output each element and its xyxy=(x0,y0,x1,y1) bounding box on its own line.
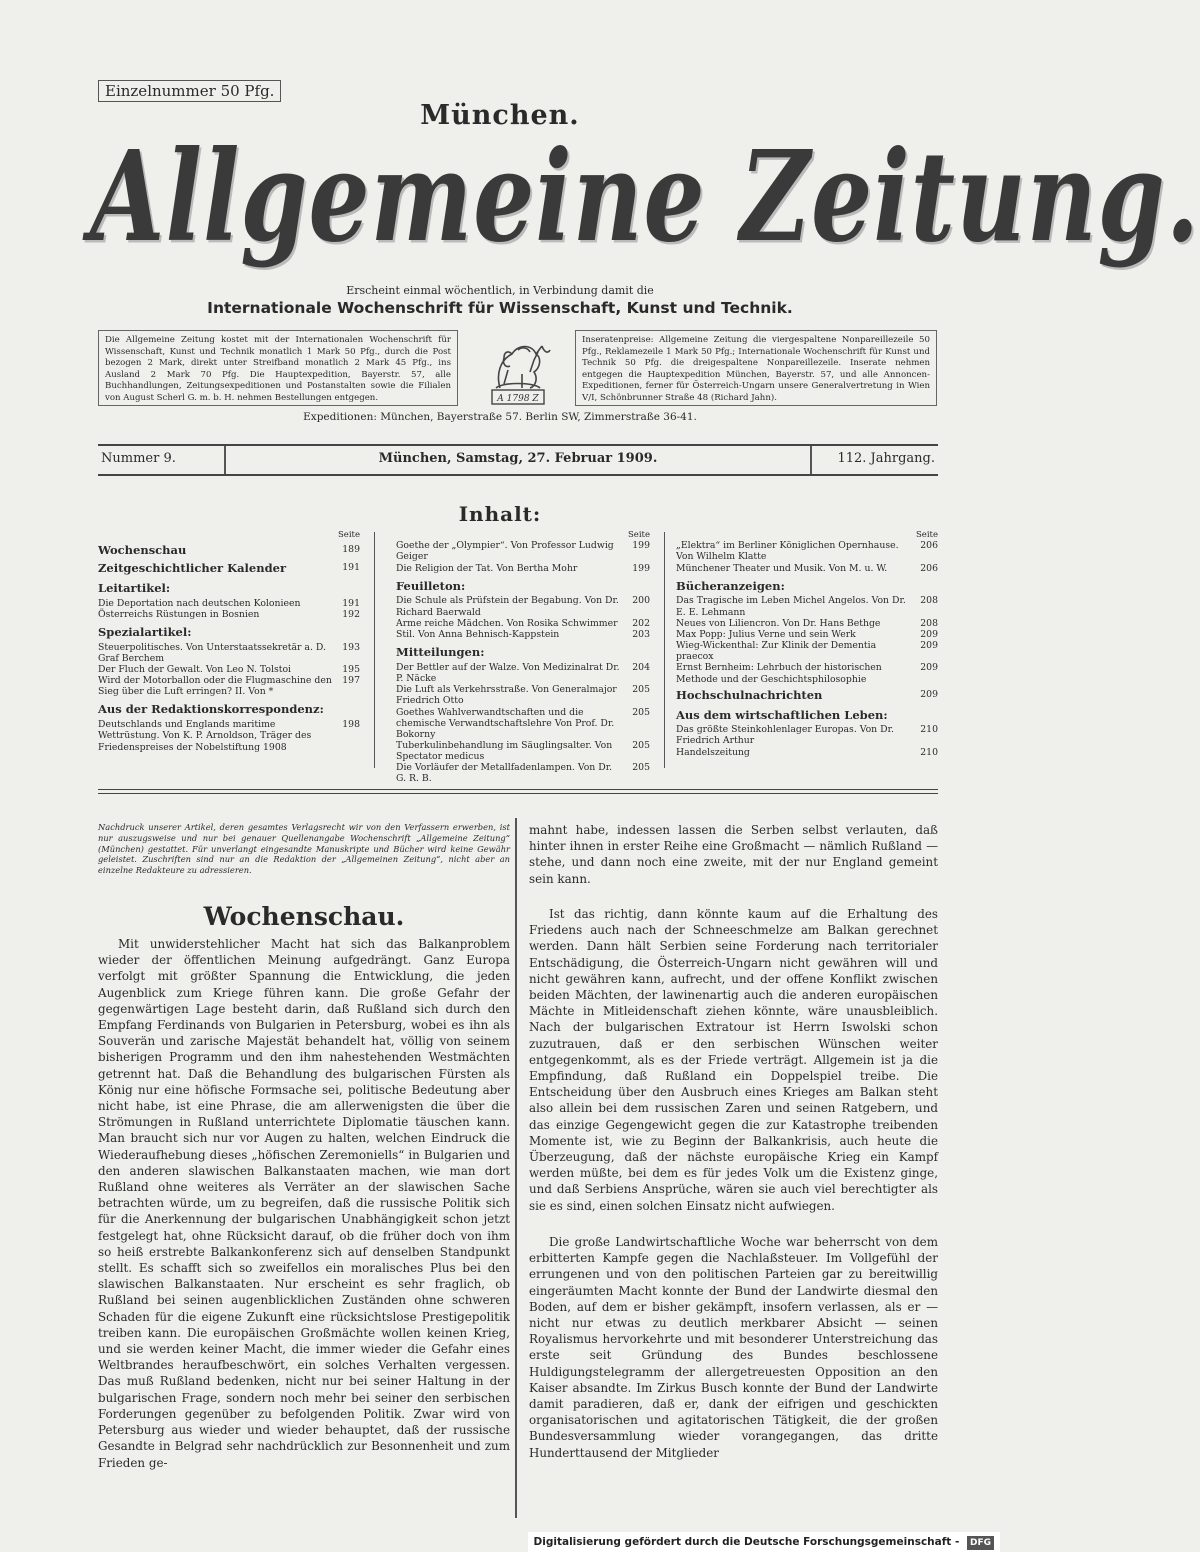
toc-entry xyxy=(396,740,650,762)
toc-entry-page: 208 xyxy=(920,617,938,629)
toc-entry-title: Max Popp: Julius Verne und sein Werk xyxy=(676,628,856,640)
toc-section-heading: Feuilleton: xyxy=(396,578,466,593)
dfg-logo-icon: DFG xyxy=(967,1536,994,1550)
expedition-addresses: Expeditionen: München, Bayerstraße 57. Berlin SW, Zimmerstraße 36-41. xyxy=(303,411,697,423)
subtitle-small: Erscheint einmal wöchentlich, in Verbindung damit die xyxy=(346,284,654,297)
toc-entry-title: Die Religion der Tat. Von Bertha Mohr xyxy=(396,562,578,574)
toc-entry xyxy=(676,689,938,703)
toc-entry xyxy=(396,618,650,629)
lion-logo-icon xyxy=(478,330,558,412)
toc-entry-page: 199 xyxy=(632,562,650,574)
article-body-right-continued xyxy=(529,822,938,887)
toc-entry-page: 195 xyxy=(342,664,360,675)
toc-entry-title: Das größte Steinkohlenlager Europas. Von Dr. Friedrich Arthur xyxy=(676,724,894,747)
toc-entry xyxy=(396,595,650,617)
toc-entry-page: 203 xyxy=(632,628,650,640)
toc-entry-title: Die Luft als Verkehrsstraße. Von Generalmajor Friedrich Otto xyxy=(396,684,617,707)
toc-section-heading: Aus dem wirtschaftlichen Leben: xyxy=(676,707,888,722)
column-divider xyxy=(515,818,517,1518)
toc-entry xyxy=(98,609,360,620)
issue-date: München, Samstag, 27. Februar 1909. xyxy=(378,451,658,466)
toc-entry xyxy=(396,629,650,640)
toc-entry xyxy=(676,747,938,758)
toc-entry-page: 199 xyxy=(632,540,650,552)
toc-entry-page: 191 xyxy=(342,597,360,609)
toc-entry-title: Goethe der „Olympier“. Von Professor Ludwig Geiger xyxy=(396,540,614,563)
toc-entry xyxy=(396,662,650,684)
toc-entry-title: Deutschlands und Englands maritime Wettrüstung. Von K. P. Arnoldson, Träger des Friedenspreises der Nobelstiftung 1908 xyxy=(98,719,312,753)
toc-entry-title: Zeitgeschichtlicher Kalender xyxy=(98,560,287,575)
issue-number: Nummer 9. xyxy=(101,451,176,466)
article-headline: Wochenschau. xyxy=(203,902,405,931)
toc-entry-title: Tuberkulinbehandlung im Säuglingsalter. Von Spectator medicus xyxy=(396,739,613,763)
toc-entry-page: 205 xyxy=(632,762,650,774)
toc-entry-title: Österreichs Rüstungen in Bosnien xyxy=(98,608,260,620)
subscription-info-box: Die Allgemeine Zeitung kostet mit der Internationalen Wochenschrift für Wissenschaft, Kunst und Technik monatlich 1 Mark 50 Pfg., durch die Post bezogen 2 Mark, direkt unter Streifband monatlich 2 Mark 45 Pfg., ins Ausland 2 Mark 70 Pfg. Die Hauptexpedition, Bayerstr. 57, alle Buchhandlungen, Zeitungsexpeditionen und Postanstalten sowie die Filialen von August Scherl G. m. b. H. nehmen Bestellungen entgegen. xyxy=(98,330,458,406)
toc-entry xyxy=(676,563,938,574)
toc-entry xyxy=(676,640,938,662)
subtitle-large: Internationale Wochenschrift für Wissenschaft, Kunst und Technik. xyxy=(207,299,793,317)
section-divider xyxy=(98,789,938,794)
toc-entry-title: Hochschulnachrichten xyxy=(676,687,823,702)
toc-entry-page: 206 xyxy=(920,562,938,574)
toc-entry xyxy=(98,642,360,664)
toc-entry-page: 192 xyxy=(342,608,360,620)
toc-entry-page: 209 xyxy=(920,662,938,674)
toc-section-heading: Aus der Redaktionskorrespondenz: xyxy=(98,702,324,717)
toc-entry-title: Goethes Wahlverwandtschaften und die chemische Verwandtschaftslehre Von Prof. Dr. Bokorny xyxy=(396,706,615,740)
toc-entry-title: Der Fluch der Gewalt. Von Leo N. Tolstoi xyxy=(98,664,292,675)
toc-column-2 xyxy=(396,530,650,785)
article-body-right xyxy=(529,906,938,1214)
article-paragraph: Die große Landwirtschaftliche Woche war beherrscht von dem erbitterten Kampfe gegen die Nachlaßsteuer. Im Vollgefühl der errungenen und von den politischen Parteien gar zu bereitwillig eingeräumten Macht konnte der Bund der Landwirte diesmal den Boden, auf dem er bisher gekämpft, insofern verlassen, als er — nicht nur etwas zu deutlich merkbarer Absicht — seinen Royalismus hervorkehrte und mit besonderer Unterstreichung das erste seit Gründung des Bundes beschlossene Huldigungstelegramm der allergetreuesten Opposition an den Kaiser absandte. Im Zirkus Busch konnte der Bund der Landwirte damit paradieren, daß er, dank der eifrigen und geschickten organisatorischen und agitatorischen Tätigkeit, die der großen Bundesversammlung wieder vorangegangen, das dritte Hunderttausend der Mitglieder xyxy=(529,1235,938,1460)
toc-entry-title: Das Tragische im Leben Michel Angelos. Von Dr. E. E. Lehmann xyxy=(676,595,906,618)
toc-entry-page: 205 xyxy=(632,684,650,696)
toc-entry-title: Die Deportation nach deutschen Kolonieen xyxy=(98,597,301,609)
toc-entry xyxy=(396,707,650,740)
toc-entry-title: „Elektra“ im Berliner Königlichen Opernhause. Von Wilhelm Klatte xyxy=(676,540,899,563)
toc-entry xyxy=(98,544,360,558)
copyright-notice: Nachdruck unserer Artikel, deren gesamtes Verlagsrecht wir von den Verfassern erwerben, ist nur auszugsweise und nur bei genauer Quellenangabe Wochenschrift „Allgemeine Zeitung“ (München) gestattet. Für unverlangt eingesandte Manuskripte und Bücher wird keine Gewähr geleistet. Zuschriften sind nur an die Redaktion der „Allgemeinen Zeitung“, nicht aber an einzelne Redakteure zu adressieren. xyxy=(98,822,510,876)
seite-label: Seite xyxy=(627,530,650,540)
toc-entry-title: Stil. Von Anna Behnisch-Kappstein xyxy=(396,628,560,640)
toc-entry-title: Neues von Liliencron. Von Dr. Hans Bethge xyxy=(676,617,881,629)
article-paragraph: Ist das richtig, dann könnte kaum auf die Erhaltung des Friedens auch nach der Schneeschmelze am Balkan gerechnet werden. Dann hält Serbien seine Forderung nach territorialer Entschädigung, die Österreich-Ungarn nicht gewähren will und nicht gewähren kann, aufrecht, und der offene Konflikt zwischen beiden Mächten, der lawinenartig auch die anderen europäischen Mächte in Mitleidenschaft ziehen könnte, wäre unausbleiblich. Nach der bulgarischen Extratour ist Herrn Iswolski schon zuzutrauen, daß er den serbischen Wünschen weiter entgegenkommt, als es der Friede verträgt. Allgemein ist ja die Empfindung, daß Rußland ein Doppelspiel treibe. Die Entscheidung über den Ausbruch eines Krieges am Balkan steht also allein bei dem russischen Zaren und seinen Ratgebern, und das einzige Gegengewicht gegen die zur Katastrophe treibenden Momente ist, wie zu Beginn der Balkankrisis, auch heute die Überzeugung, daß der nächste europäische Krieg ein Kampf werden müßte, bei dem es für jedes Volk um die Existenz ginge, und daß Serbiens Ansprüche, wären sie auch viel berechtigter als sie es sind, einen solchen Einsatz nicht aufwiegen. xyxy=(529,907,938,1213)
toc-section-heading: Bücheranzeigen: xyxy=(676,578,785,593)
issue-bar-divider xyxy=(810,446,812,474)
toc-section-heading: Spezialartikel: xyxy=(98,624,192,639)
toc-entry xyxy=(396,563,650,574)
article-paragraph: Mit unwiderstehlicher Macht hat sich das Balkanproblem wieder der öffentlichen Meinung aufgedrängt. Ganz Europa verfolgt mit größter Spannung die Entwicklung, die jeden Augenblick zum Kriege führen kann. Die große Gefahr der gegenwärtigen Lage besteht darin, daß Rußland sich durch den Empfang Ferdinands von Bulgarien in Petersburg, wobei es ihn als Souverän und zarische Majestät behandelt hat, völlig von seinem bisherigen Programm und den ihm nahestehenden Westmächten getrennt hat. Daß die Behandlung des bulgarischen Fürsten als König nur eine höfische Formsache sei, politische Bedeutung aber nicht habe, ist eine Phrase, die am allerwenigsten die über die Strömungen in Rußland unterrichtete Diplomatie täuschen kann. Man braucht sich nur vor Augen zu halten, welchen Eindruck die Wiederaufhebung dieses „höfischen Zeremoniells“ in Bulgarien und den anderen slawischen Balkanstaaten machen, wie man dort Rußland ohne weiteres als Verräter an der slawischen Sache betrachten würde, um zu begreifen, daß die russische Politik sich für die Anerkennung der bulgarischen Unabhängigkeit schon jetzt festgelegt hat, ohne Rücksicht darauf, ob die früher doch von ihm so heiß erstrebte Balkankonferenz sich auf denselben Standpunkt stellt. Es schafft sich so zweifellos ein moralisches Plus bei den slawischen Balkanstaaten. Nur erscheint es sehr fraglich, ob Rußland bei seinen augenblicklichen Zuständen ohne schweren Schaden für die eigene Zukunft eine rücksichtslose Prestigepolitik treiben kann. Die europäischen Großmächte wollen keinen Krieg, und sie werden keiner Macht, die immer wieder die Gefahr eines Weltbrandes heraufbeschwört, ein solches Verhalten vergessen. Das muß Rußland bedenken, nicht nur bei seiner Haltung in der bulgarischen Frage, sondern noch mehr bei seiner den serbischen Forderungen gegenüber zu befolgenden Politik. Zwar wird von Petersburg aus wieder und wieder behauptet, daß der russische Gesandte in Belgrad sehr nachdrücklich zur Besonnenheit und zum Frieden ge- xyxy=(98,937,510,1470)
toc-section-heading: Leitartikel: xyxy=(98,580,171,595)
toc-entry xyxy=(98,562,360,576)
toc-entry-page: 205 xyxy=(632,739,650,751)
toc-entry xyxy=(676,595,938,617)
toc-entry-title: Handelszeitung xyxy=(676,746,750,758)
newspaper-title: Allgemeine Zeitung. xyxy=(90,122,1200,270)
article-body-left xyxy=(98,936,510,1471)
toc-column-3 xyxy=(676,530,938,758)
toc-entry-page: 209 xyxy=(920,640,938,652)
toc-entry-page: 193 xyxy=(342,641,360,653)
toc-section-heading: Mitteilungen: xyxy=(396,645,485,660)
toc-entry-page: 202 xyxy=(632,617,650,629)
toc-entry xyxy=(98,719,360,752)
toc-title: Inhalt: xyxy=(458,502,542,526)
toc-entry xyxy=(676,618,938,629)
toc-entry-page: 191 xyxy=(342,561,360,573)
toc-entry xyxy=(676,629,938,640)
toc-entry-title: Münchener Theater und Musik. Von M. u. W. xyxy=(676,562,888,574)
toc-entry xyxy=(396,540,650,562)
toc-entry xyxy=(396,762,650,784)
toc-entry-page: 209 xyxy=(920,688,938,700)
toc-entry-page: 197 xyxy=(342,675,360,687)
toc-entry-page: 200 xyxy=(632,595,650,607)
toc-entry xyxy=(98,664,360,675)
toc-entry-title: Wochenschau xyxy=(98,543,187,558)
toc-entry-page: 208 xyxy=(920,595,938,607)
toc-entry-page: 206 xyxy=(920,540,938,552)
toc-entry-title: Arme reiche Mädchen. Von Rosika Schwimmer xyxy=(396,617,618,629)
toc-entry-title: Der Bettler auf der Walze. Von Medizinalrat Dr. P. Näcke xyxy=(396,661,620,685)
advertising-info-box: Inseratenpreise: Allgemeine Zeitung die viergespaltene Nonpareillezeile 50 Pfg., Reklamezeile 1 Mark 50 Pfg.; Internationale Wochenschrift für Kunst und Technik 50 Pfg. die dreigespaltene Nonpareillezeile. Inserate nehmen entgegen die Hauptexpedition München, Bayerstr. 57, und alle Annoncen-Expeditionen, ferner für Österreich-Ungarn unsere Generalvertretung in Wien V/I, Schönbrunner Straße 48 (Richard Jahn). xyxy=(575,330,937,406)
issue-bar xyxy=(98,444,938,476)
toc-entry xyxy=(676,662,938,684)
toc-divider xyxy=(374,532,375,768)
toc-entry xyxy=(676,540,938,562)
toc-entry-title: Die Schule als Prüfstein der Begabung. Von Dr. Richard Baerwald xyxy=(396,595,619,618)
toc-entry xyxy=(676,724,938,746)
toc-entry-page: 210 xyxy=(920,724,938,736)
toc-entry xyxy=(98,675,360,697)
toc-entry-title: Ernst Bernheim: Lehrbuch der historischen Methode und der Geschichtsphilosophie xyxy=(676,662,882,685)
toc-entry-page: 209 xyxy=(920,628,938,640)
seite-label: Seite xyxy=(337,530,360,540)
toc-entry-page: 204 xyxy=(632,661,650,673)
toc-entry-title: Steuerpolitisches. Von Unterstaatssekretär a. D. Graf Berchem xyxy=(98,641,326,664)
toc-entry-page: 210 xyxy=(920,746,938,758)
issue-year: 112. Jahrgang. xyxy=(837,451,935,466)
article-body-right xyxy=(529,1234,938,1461)
city-name: München. xyxy=(420,100,580,131)
toc-entry-title: Wird der Motorballon oder die Flugmaschine den Sieg über die Luft erringen? II. Von * xyxy=(98,675,332,698)
toc-entry-title: Die Vorläufer der Metallfadenlampen. Von Dr. G. R. B. xyxy=(396,762,613,785)
toc-entry-page: 198 xyxy=(342,719,360,731)
toc-entry xyxy=(98,598,360,609)
toc-entry xyxy=(396,684,650,706)
logo-banner-text: A 1798 Z xyxy=(497,394,539,404)
price-label: Einzelnummer 50 Pfg. xyxy=(98,80,281,102)
digitization-footer xyxy=(528,1532,1000,1552)
toc-entry-page: 205 xyxy=(632,706,650,718)
footer-text: Digitalisierung gefördert durch die Deutsche Forschungsgemeinschaft - xyxy=(533,1536,960,1548)
toc-entry-page: 189 xyxy=(342,544,360,556)
toc-entry-title: Wieg-Wickenthal: Zur Klinik der Dementia praecox xyxy=(676,640,877,663)
article-paragraph: mahnt habe, indessen lassen die Serben selbst verlauten, daß hinter ihnen in erster Reihe eine Großmacht — nämlich Rußland — stehe, und dann noch eine zweite, mit der nur England gemeint sein kann. xyxy=(529,823,938,886)
toc-column-1 xyxy=(98,530,360,753)
seite-label: Seite xyxy=(915,530,938,540)
toc-divider xyxy=(664,532,665,768)
